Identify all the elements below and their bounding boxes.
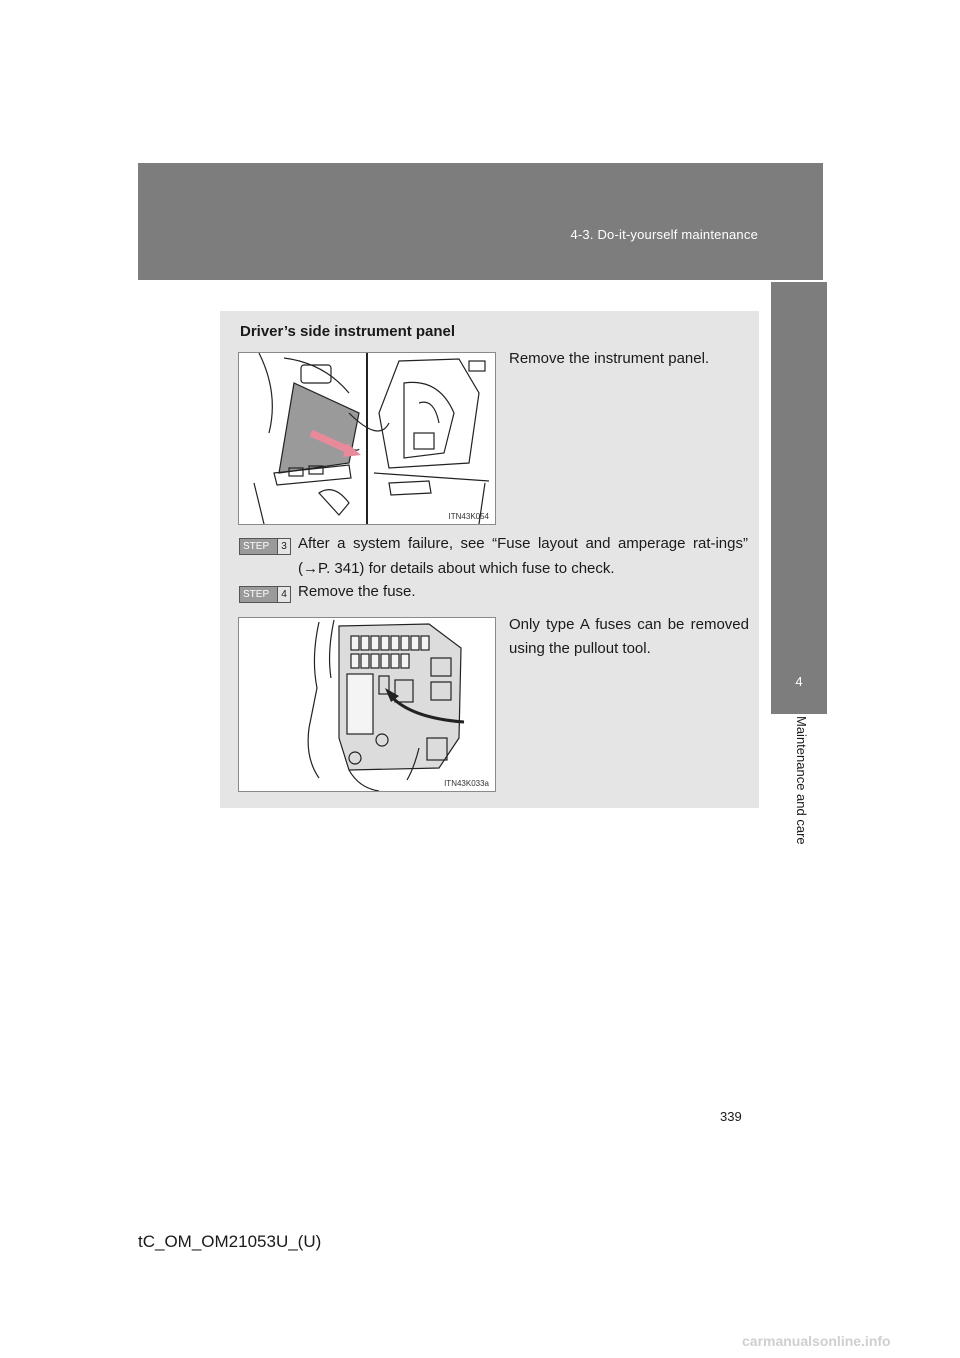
step-4-number: 4	[277, 587, 290, 602]
step-3-badge	[239, 538, 291, 555]
chapter-label: Maintenance and care	[794, 716, 809, 845]
instrument-panel-illustration	[238, 352, 496, 525]
step-4-text: Remove the fuse.	[298, 583, 416, 600]
document-code: tC_OM_OM21053U_(U)	[138, 1232, 322, 1251]
page-number: 339	[720, 1109, 742, 1124]
figure-code: ITN43K033a	[444, 779, 489, 788]
chapter-number: 4	[795, 674, 803, 689]
instrument-panel-drawing	[239, 353, 495, 524]
step-4-label: STEP	[243, 589, 270, 600]
step-4-badge	[239, 586, 291, 603]
section-title: 4-3. Do-it-yourself maintenance	[570, 227, 758, 242]
figure-code: ITN43K054	[448, 512, 489, 521]
chapter-tab	[771, 282, 827, 714]
step-3-label: STEP	[243, 541, 270, 552]
figure1-caption: Remove the instrument panel.	[509, 350, 710, 367]
watermark: carmanualsonline.info	[742, 1333, 891, 1349]
content-panel	[220, 311, 759, 808]
figure2-caption: Only type A fuses can be removed using the pullout tool.	[509, 616, 749, 657]
step-3-text: After a system failure, see “Fuse layout and amperage rat-ings” (→P. 341) for details about which fuse to check.	[298, 535, 748, 577]
fuse-box-drawing	[239, 618, 495, 791]
step-3-number: 3	[277, 539, 290, 554]
fuse-box-illustration	[238, 617, 496, 792]
header-bar	[138, 163, 823, 280]
subheading: Driver’s side instrument panel	[240, 323, 456, 340]
